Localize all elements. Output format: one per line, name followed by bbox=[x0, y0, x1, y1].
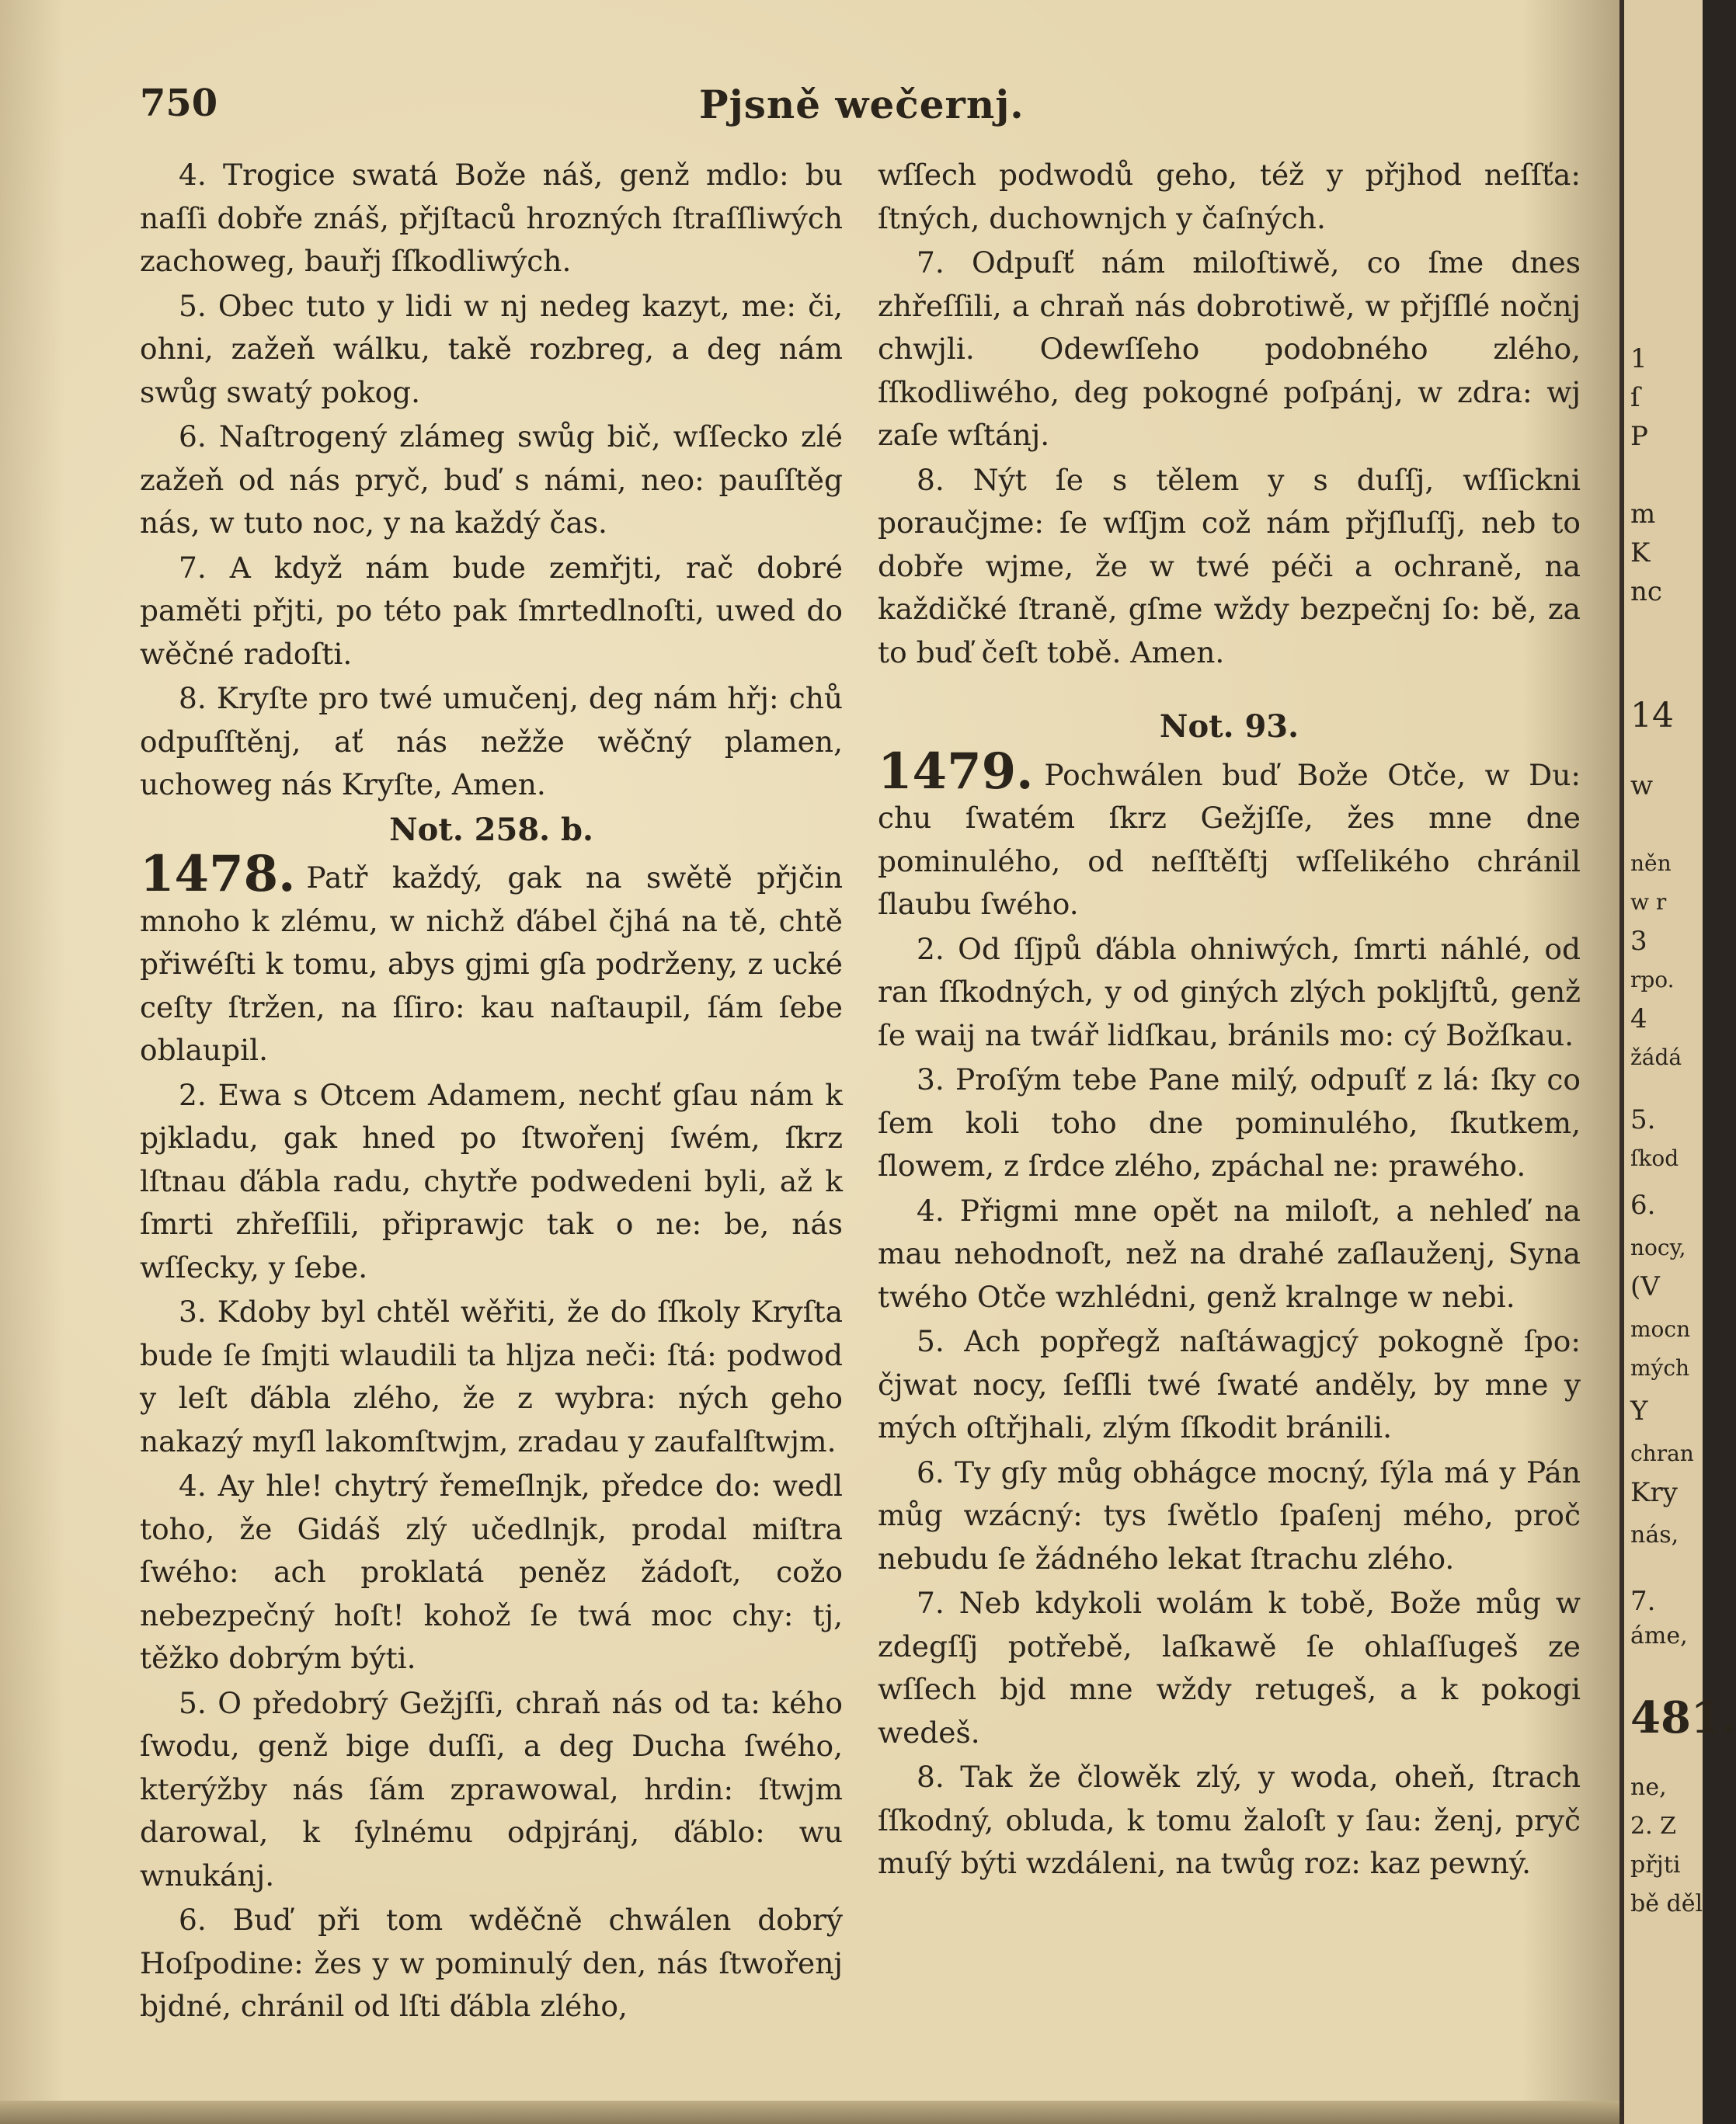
facing-fragment: chran bbox=[1630, 1441, 1694, 1466]
page-bottom-edge bbox=[0, 2101, 1619, 2124]
facing-fragment: žádá bbox=[1630, 1045, 1682, 1070]
facing-fragment: nás, bbox=[1630, 1521, 1679, 1549]
facing-fragment: přjti bbox=[1630, 1851, 1681, 1879]
facing-fragment: bě děl bbox=[1630, 1890, 1703, 1917]
facing-fragment: nc bbox=[1630, 576, 1662, 607]
verse: 5. O předobrý Gežjſſi, chraň nás od ta: kého ſwodu, genž bige duſſi, a deg Ducha ſwého, kterýžby nás ſám zprawowal, hrdin: ſtwjm darowal, k ſylnému odpjránj, ďáblo: wu wnukánj. bbox=[140, 1685, 843, 1893]
verse: wſſech podwodů geho, též y přjhod neſſťa: ſtných, duchownjch y čaſných. bbox=[878, 158, 1581, 235]
verse: 6. Naſtrogený zlámeg swůg bič, wſſecko zlé zažeň od nás pryč, buď s námi, neo: pauſſtěg nás, w tuto noc, y na každý čas. bbox=[140, 419, 843, 540]
facing-fragment: 14 bbox=[1630, 696, 1674, 735]
right-column bbox=[878, 154, 1581, 1887]
hymn-number: 1478. bbox=[140, 845, 296, 903]
facing-fragment: w bbox=[1630, 770, 1654, 801]
facing-fragment: m bbox=[1630, 499, 1656, 530]
verse: 7. Neb kdykoli wolám k tobě, Bože můg w zdegſſj potřebě, laſkawě ſe ohlaſſugeš ze wſſech bjd mne wždy retugeš, a k pokogi wedeš. bbox=[878, 1586, 1581, 1750]
facing-fragment: Kry bbox=[1630, 1477, 1678, 1508]
verse: 6. Buď při tom wděčně chwálen dobrý Hoſpodine: žes y w pominulý den, nás ſtwořenj bjdné, chránil od lſti ďábla zlého, bbox=[140, 1903, 843, 2023]
page-header bbox=[140, 82, 1585, 136]
verse: 2. Od ſſjpů ďábla ohniwých, ſmrti náhlé, od ran ſſkodných, y od giných zlých pokljſtů, genž ſe waij na twář lidſkau, bránils mo: cý Božſkau. bbox=[878, 931, 1581, 1052]
facing-fragment: 3 bbox=[1630, 926, 1647, 957]
facing-page-edge bbox=[1619, 0, 1736, 2124]
verse: 3. Kdoby byl chtěl wěřiti, že do ſſkoly Kryſta bude ſe ſmjti wlaudili ta hljza neči: ſtá: podwod y leſt ďábla zlého, že z wybra: ných geho nakazý myſl lakomſtwjm, zradau y zaufalſtwjm. bbox=[140, 1295, 843, 1458]
facing-fragment: ne, bbox=[1630, 1774, 1667, 1801]
facing-fragment: 1 bbox=[1630, 343, 1647, 374]
verse-text: Pochwálen buď Bože Otče, w Du: chu ſwatém ſkrz Gežjſſe, žes mne dne pominulého, od neſſtěſtj wſſelikého chránil ſlaubu ſwého. bbox=[878, 757, 1581, 921]
tune-notation: Not. 258. b. bbox=[389, 811, 593, 848]
verse: 3. Proſým tebe Pane milý, odpuſť z lá: ſky co ſem koli toho dne pominulého, ſkutkem, ſlowem, z ſrdce zlého, zpáchal ne: prawého. bbox=[878, 1062, 1581, 1183]
facing-fragment: mých bbox=[1630, 1355, 1690, 1381]
facing-fragment: w r bbox=[1630, 889, 1667, 915]
verse: 8. Nýt ſe s tělem y s duſſj, wſſickni poraučjme: ſe wſſjm což nám přjſluſſj, neb to dobře wjme, že w twé péči a ochraně, na každičké ſtraně, gſme wždy bezpečnj ſo: bě, za to buď čeſt tobě. Amen. bbox=[878, 462, 1581, 669]
facing-fragment: něn bbox=[1630, 850, 1672, 876]
left-column bbox=[140, 154, 843, 2030]
facing-fragment: Y bbox=[1630, 1396, 1648, 1427]
verse: 7. Odpuſť nám miloſtiwě, co ſme dnes zhřeſſili, a chraň nás dobrotiwě, w přjſſlé nočnj chwjli. Odewſſeho podobného zlého, ſſkodliwého, deg pokogné poſpánj, w zdra: wj zaſe wſtánj. bbox=[878, 245, 1581, 452]
facing-fragment: rpo. bbox=[1630, 967, 1675, 992]
verse: 8. Tak že člowěk zlý, y woda, oheň, ſtrach ſſkodný, obluda, k tomu žaloſt y ſau: ženj, pryč muſý býti wzdáleni, na twůg roz: kaz pewný. bbox=[878, 1760, 1581, 1880]
facing-fragment: K bbox=[1630, 537, 1651, 568]
verse: 4. Trogice swatá Bože náš, genž mdlo: bu naſſi dobře znáš, přjſtaců hrozných ſtraſſliwých zachoweg, bauřj ſſkodliwých. bbox=[140, 158, 843, 278]
verse: 8. Kryſte pro twé umučenj, deg nám hřj: chů odpuſſtěnj, ať nás nežže wěčný plamen, uchoweg nás Kryſte, Amen. bbox=[140, 681, 843, 801]
facing-fragment: 481. bbox=[1630, 1692, 1736, 1743]
verse: 2. Ewa s Otcem Adamem, nechť gſau nám k pjkladu, gak hned po ſtwořenj ſwém, ſkrz lſtnau ďábla radu, chytře podwedeni byli, až k ſmrti zhřeſſili, připrawjc tak o ne: be, nás wſſecky, y ſebe. bbox=[140, 1077, 843, 1284]
facing-fragment: 6. bbox=[1630, 1190, 1656, 1221]
facing-fragment: 5. bbox=[1630, 1104, 1656, 1135]
facing-fragment: ſ bbox=[1630, 382, 1640, 413]
verse-text: Patř každý, gak na swětě přjčin mnoho k zlému, w nichž ďábel čjhá na tě, chtě přiwéſti k tomu, abys gjmi gſa podrženy, z ucké ceſty ſtržen, na ſſiro: kau naſtaupil, ſám ſebe oblaupil. bbox=[140, 860, 843, 1067]
running-title: Pjsně wečernj. bbox=[699, 82, 1025, 127]
facing-fragment: mocn bbox=[1630, 1316, 1691, 1342]
facing-fragment: áme, bbox=[1630, 1622, 1688, 1649]
tune-notation: Not. 93. bbox=[1159, 708, 1299, 745]
facing-fragment: ſkod bbox=[1630, 1145, 1679, 1171]
verse: 4. Přigmi mne opět na miloſt, a nehleď na mau nehodnoſt, než na drahé zaſlauženj, Syna twého Otče wzhlédni, genž kralnge w nebi. bbox=[878, 1193, 1581, 1314]
facing-fragment: nocy, bbox=[1630, 1235, 1686, 1260]
verse: 6. Ty gſy můg obhágce mocný, ſýla má y Pán můg wzácný: tys ſwětlo ſpaſenj mého, proč nebudu ſe žádného lekat ſtrachu zlého. bbox=[878, 1455, 1581, 1576]
facing-fragment: 2. Z bbox=[1630, 1813, 1677, 1840]
facing-fragment: 7. bbox=[1630, 1586, 1656, 1617]
hymn-first-verse bbox=[140, 845, 843, 1072]
facing-fragment: (V bbox=[1630, 1271, 1660, 1302]
verse: 5. Obec tuto y lidi w nj nedeg kazyt, me: či, ohni, zažeň wálku, takě rozbreg, a deg nám swůg swatý pokog. bbox=[140, 288, 843, 409]
verse: 7. A když nám bude zemřjti, rač dobré paměti přjti, po této pak ſmrtedlnoſti, uwed do wěčné radoſti. bbox=[140, 550, 843, 671]
verse: 5. Ach popřegž naſtáwagjcý pokogně ſpo: čjwat nocy, ſeſſli twé ſwaté anděly, by mne y mých oſtřjhali, zlým ſſkodit bránili. bbox=[878, 1324, 1581, 1444]
facing-fragment: 4 bbox=[1630, 1003, 1647, 1034]
page-number: 750 bbox=[140, 82, 218, 125]
hymn-number: 1479. bbox=[878, 742, 1034, 801]
hymn-first-verse bbox=[878, 742, 1581, 926]
facing-fragment: P bbox=[1630, 421, 1648, 452]
verse: 4. Ay hle! chytrý řemeſlnjk, předce do: wedl toho, že Gidáš zlý učedlnjk, prodal miſtra ſwého: ach proklatá peněz žádoſt, cožo nebezpečný hoſt! kohož ſe twá moc chy: tj, těžko dobrým býti. bbox=[140, 1469, 843, 1675]
